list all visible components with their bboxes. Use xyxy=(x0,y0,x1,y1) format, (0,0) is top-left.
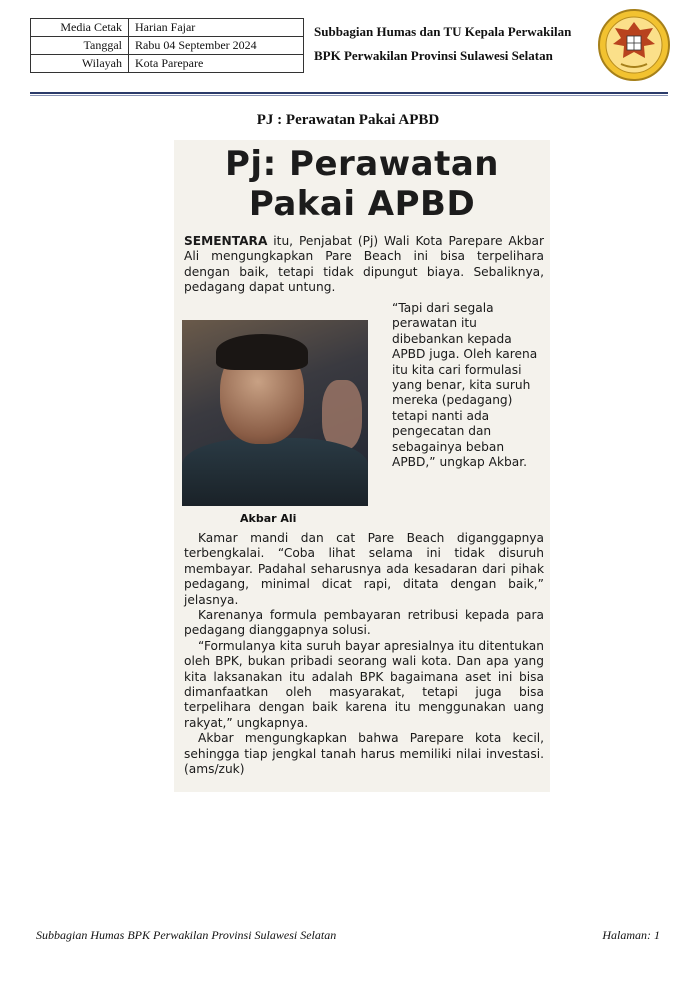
newspaper-clipping xyxy=(174,140,550,792)
bpk-emblem-icon xyxy=(597,8,671,82)
header-rule-thin xyxy=(30,95,668,96)
akbar-ali-photo xyxy=(182,320,368,506)
media-label: Media Cetak xyxy=(31,19,129,37)
paragraph-4: Akbar mengungkapkan bahwa Parepare kota kecil, sehingga tiap jengkal tanah harus memiliki nilai investasi. (ams/zuk) xyxy=(184,731,544,777)
lead-paragraph xyxy=(184,234,544,296)
headline-line-1: Pj: Perawatan xyxy=(225,144,499,184)
clipping-headline xyxy=(174,144,550,224)
region-value: Kota Parepare xyxy=(129,55,304,73)
metadata-table xyxy=(30,18,304,73)
date-label: Tanggal xyxy=(31,37,129,55)
date-value: Rabu 04 September 2024 xyxy=(129,37,304,55)
region-label: Wilayah xyxy=(31,55,129,73)
office-header xyxy=(314,20,571,68)
footer-office: Subbagian Humas BPK Perwakilan Provinsi Sulawesi Selatan xyxy=(36,928,337,942)
headline-line-2: Pakai APBD xyxy=(248,184,476,224)
article-body xyxy=(184,531,544,778)
paragraph-2: Karenanya formula pembayaran retribusi kepada para pedagang dianggapnya solusi. xyxy=(184,608,544,638)
document-title: PJ : Perawatan Pakai APBD xyxy=(256,112,440,128)
header-rule xyxy=(30,92,668,94)
photo-caption: Akbar Ali xyxy=(240,512,297,525)
paragraph-3: “Formulanya kita suruh bayar apresialnya itu ditentukan oleh BPK, bukan pribadi seorang wali kota. Dan apa yang kita laksanakan itu adalah BPK bagaimana aset ini bisa dimanfaatkan oleh masyarakat, tetapi juga bisa terpelihara dengan baik karena itu menggunakan uang rakyat,” ungkapnya. xyxy=(184,638,544,730)
lead-bold-word: SEMENTARA xyxy=(184,234,268,248)
footer-page-number: Halaman: 1 xyxy=(602,928,660,942)
quote-column: “Tapi dari segala perawatan itu dibebankan kepada APBD juga. Oleh karena itu kita cari formulasi yang benar, kita suruh mereka (pedagang) tetapi nanti ada pengecatan dan sebagainya beban APBD,” ungkap Akbar. xyxy=(392,301,538,470)
lead-text: itu, Penjabat (Pj) Wali Kota Parepare Akbar Ali mengungkapkan Pare Beach ini bisa terpelihara dengan baik, tetapi tidak dipungut biaya. Sebaliknya, pedagang dapat untung. xyxy=(184,234,544,295)
media-value: Harian Fajar xyxy=(129,19,304,37)
office-line-2: BPK Perwakilan Provinsi Sulawesi Selatan xyxy=(314,48,553,63)
office-line-1: Subbagian Humas dan TU Kepala Perwakilan xyxy=(314,24,572,39)
paragraph-1: Kamar mandi dan cat Pare Beach diganggapnya terbengkalai. “Coba lihat selama ini tidak disuruh membayar. Padahal seharusnya ada kesadaran dari pihak pedagang, minimal dicat rapi, ditata dengan baik,” jelasnya. xyxy=(184,531,544,607)
